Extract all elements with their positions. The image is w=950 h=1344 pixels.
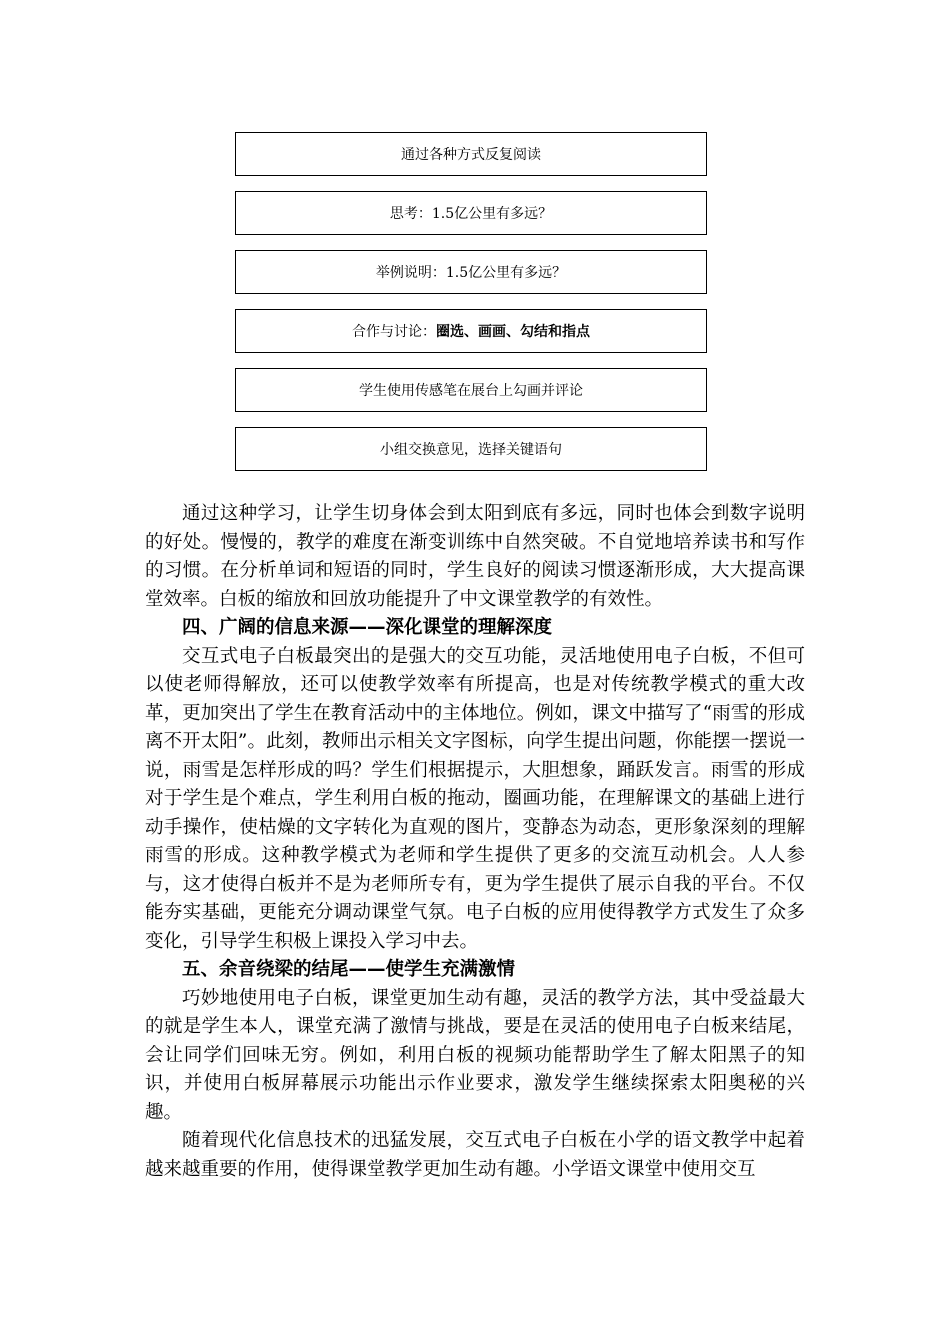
flow-step-3 [235,250,707,294]
paragraph-1: 通过这种学习，让学生切身体会到太阳到底有多远，同时也体会到数字说明的好处。慢慢的，教学的难度在渐变训练中自然突破。不自觉地培养读书和写作的习惯。在分析单词和短语的同时，学生良好的阅读习惯逐渐形成，大大提高课堂效率。白板的缩放和回放功能提升了中文课堂教学的有效性。 [145,503,805,610]
flow-step-6 [235,427,707,471]
flow-step-1-text: 通过各种方式反复阅读 [401,147,541,163]
flow-step-4-prefix: 合作与讨论： [352,324,436,340]
flowchart [235,132,707,486]
flow-step-6-text: 小组交换意见，选择关键语句 [380,442,562,458]
paragraph-3: 巧妙地使用电子白板，课堂更加生动有趣，灵活的教学方法，其中受益最大的就是学生本人，课堂充满了激情与挑战，要是在灵活的使用电子白板来结尾，会让同学们回味无穷。例如，利用白板的视频功能帮助学生了解太阳黑子的知识，并使用白板屏幕展示功能出示作业要求，激发学生继续探索太阳奥秘的兴趣。 [145,987,805,1123]
body-text [145,500,805,1184]
flow-step-4-bold: 圈选、画画、勾结和指点 [436,324,590,340]
paragraph-4: 随着现代化信息技术的迅猛发展，交互式电子白板在小学的语文教学中起着越来越重要的作用，使得课堂教学更加生动有趣。小学语文课堂中使用交互 [145,1130,805,1180]
flow-step-5-text: 学生使用传感笔在展台上勾画并评论 [359,383,583,399]
flow-step-5 [235,368,707,412]
flow-step-3-text: 举例说明：1.5亿公里有多远？ [375,265,567,281]
paragraph-2: 交互式电子白板最突出的是强大的交互功能，灵活地使用电子白板，不但可以使老师得解放，还可以使教学效率有所提高，也是对传统教学模式的重大改革，更加突出了学生在教育活动中的主体地位。例如，课文中描写了“雨雪的形成离不开太阳”。此刻，教师出示相关文字图标，向学生提出问题，你能摆一摆说一说，雨雪是怎样形成的吗？学生们根据提示，大胆想象，踊跃发言。雨雪的形成对于学生是个难点，学生利用白板的拖动，圈画功能，在理解课文的基础上进行动手操作，使枯燥的文字转化为直观的图片，变静态为动态，更形象深刻的理解雨雪的形成。这种教学模式为老师和学生提供了更多的交流互动机会。人人参与，这才使得白板并不是为老师所专有，更为学生提供了展示自我的平台。不仅能夯实基础，更能充分调动课堂气氛。电子白板的应用使得教学方式发生了众多变化，引导学生积极上课投入学习中去。 [145,645,805,952]
flow-step-2 [235,191,707,235]
flow-step-2-text: 思考：1.5亿公里有多远？ [389,206,553,222]
section-heading-5: 五、余音绕梁的结尾——使学生充满激情 [182,959,516,980]
flow-step-4 [235,309,707,353]
section-heading-4: 四、广阔的信息来源——深化课堂的理解深度 [182,617,553,638]
flow-step-1 [235,132,707,176]
